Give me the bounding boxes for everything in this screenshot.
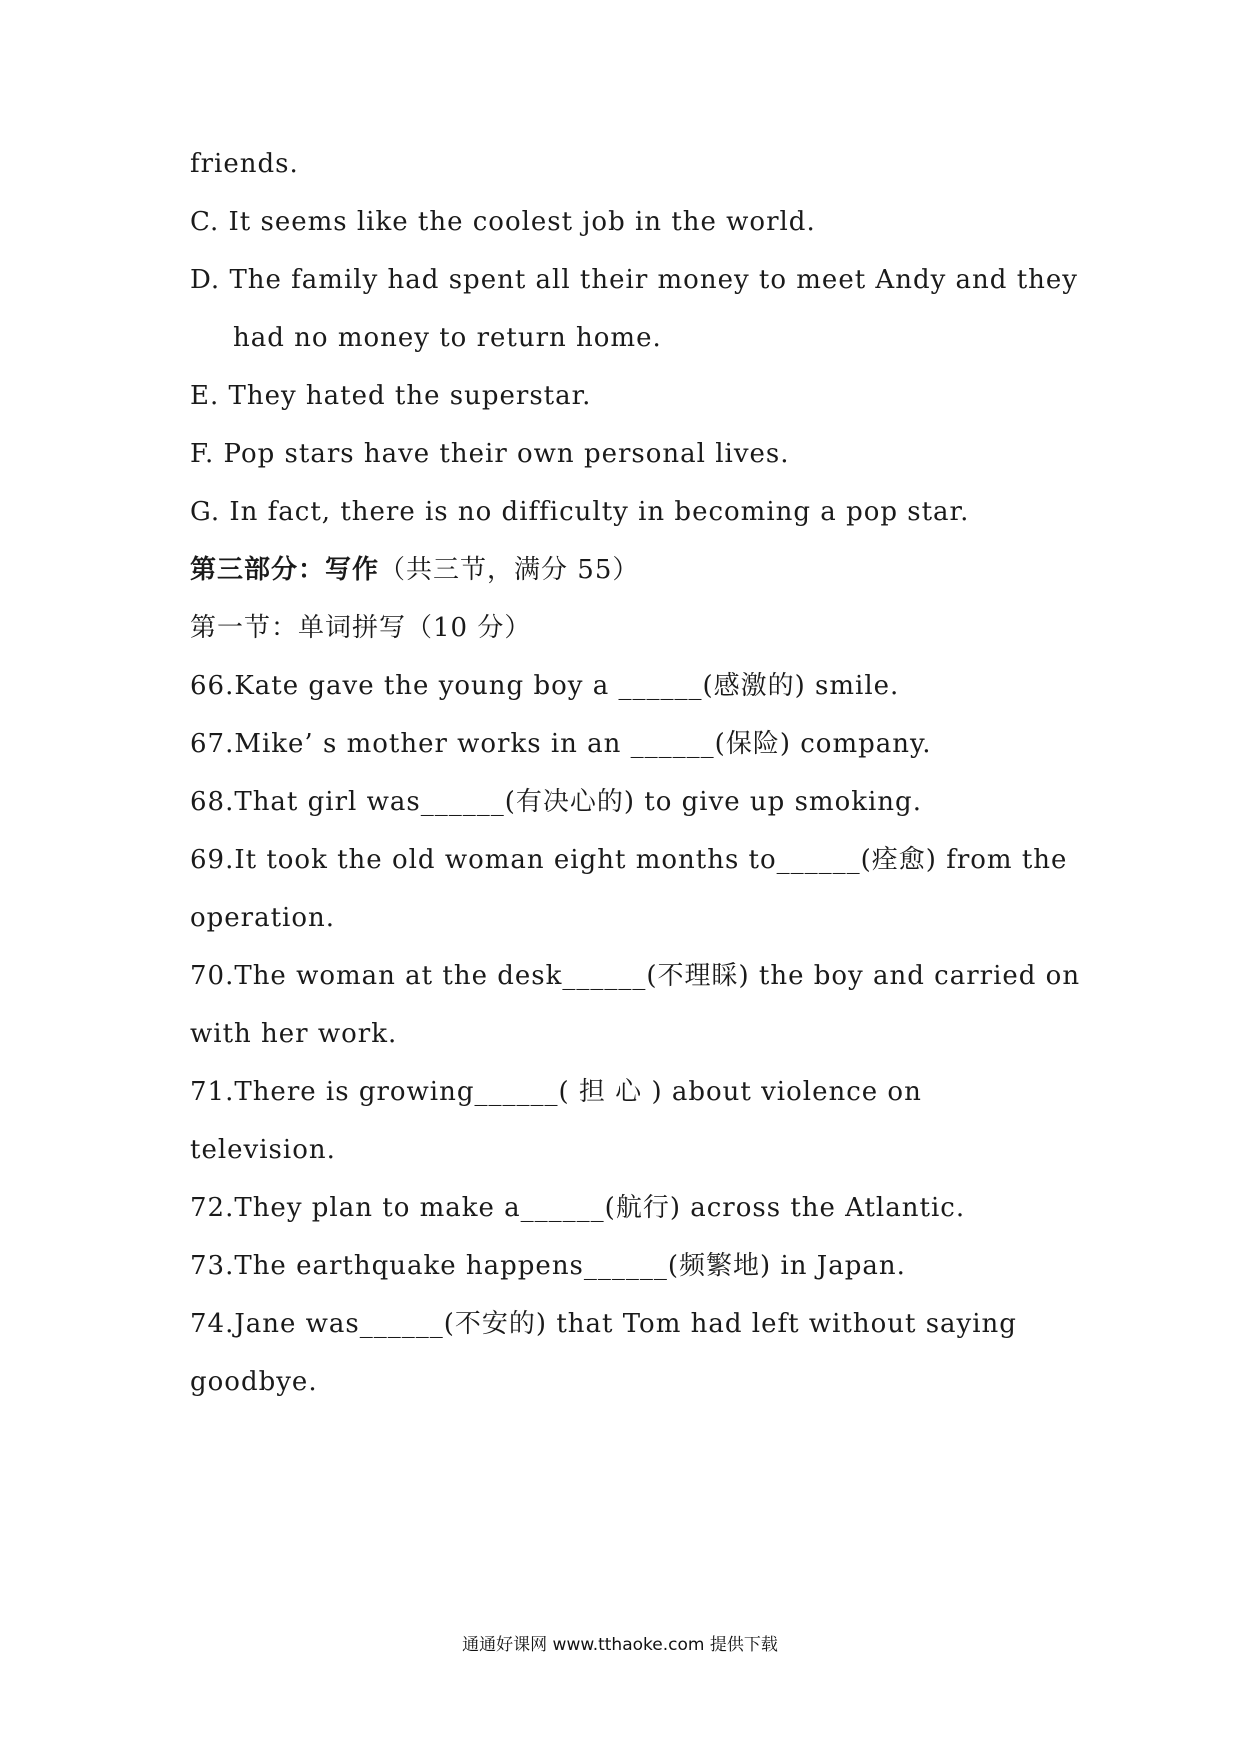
question-68: 68.That girl was______(有决心的) to give up smoking. <box>190 787 922 817</box>
question-74-line1: 74.Jane was______(不安的) that Tom had left without saying <box>190 1309 1017 1339</box>
option-f: F. Pop stars have their own personal lives. <box>190 439 790 469</box>
question-70-line2: with her work. <box>190 1019 398 1049</box>
question-73: 73.The earthquake happens______(频繁地) in Japan. <box>190 1251 906 1281</box>
option-b-tail: friends. <box>190 149 299 179</box>
part3-heading <box>190 550 1070 590</box>
page-footer: 通通好课网 www.tthaoke.com 提供下载 <box>462 1635 778 1655</box>
option-g: G. In fact, there is no difficulty in becoming a pop star. <box>190 497 970 527</box>
part3-title-rest: （共三节，满分 55） <box>379 555 640 585</box>
question-70-line1: 70.The woman at the desk______(不理睬) the boy and carried on <box>190 961 1081 991</box>
section1-heading: 第一节：单词拼写（10 分） <box>190 613 532 643</box>
question-67: 67.Mike’ s mother works in an ______(保险) company. <box>190 729 932 759</box>
question-74-line2: goodbye. <box>190 1367 318 1397</box>
question-66: 66.Kate gave the young boy a ______(感激的) smile. <box>190 671 900 701</box>
question-71-line2: television. <box>190 1135 336 1165</box>
option-d-line1: D. The family had spent all their money to meet Andy and they <box>190 265 1078 295</box>
option-c: C. It seems like the coolest job in the world. <box>190 207 816 237</box>
option-e: E. They hated the superstar. <box>190 381 592 411</box>
option-d-line2: had no money to return home. <box>233 323 662 353</box>
question-69-line1: 69.It took the old woman eight months to______(痊愈) from the <box>190 845 1068 875</box>
part3-title-bold: 第三部分：写作 <box>190 555 380 585</box>
question-69-line2: operation. <box>190 903 336 933</box>
question-72: 72.They plan to make a______(航行) across the Atlantic. <box>190 1193 966 1223</box>
question-71-line1: 71.There is growing______( 担 心 ) about violence on <box>190 1077 922 1107</box>
